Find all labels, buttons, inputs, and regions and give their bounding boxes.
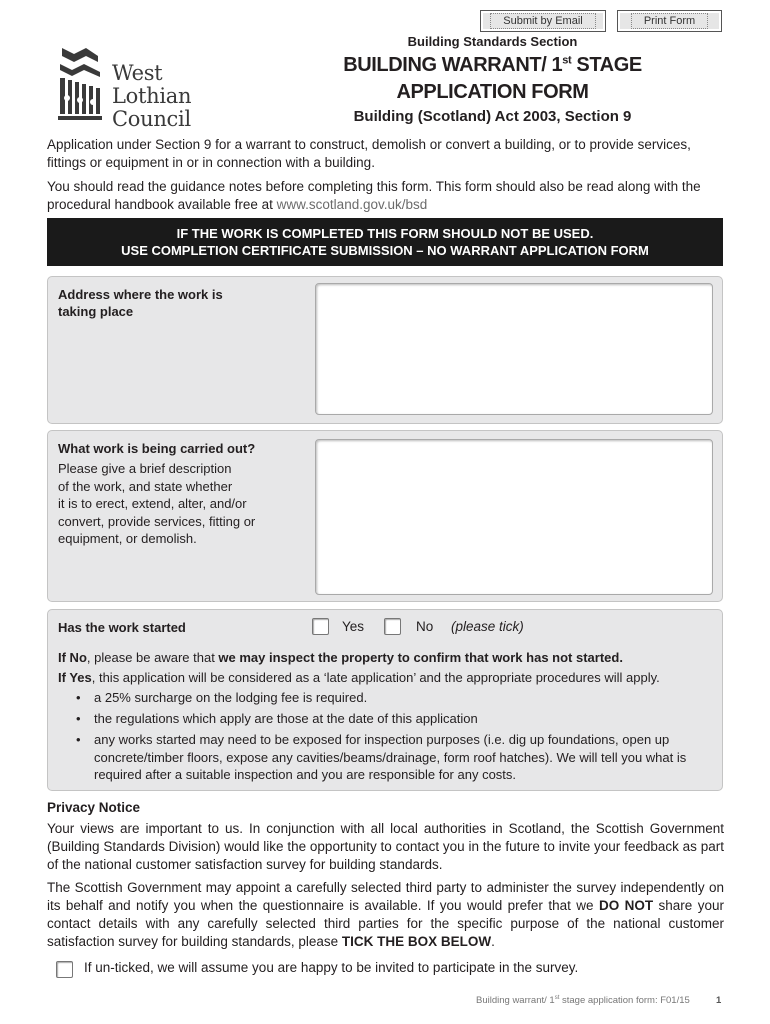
council-logo — [56, 44, 246, 131]
submit-by-email-button[interactable] — [480, 10, 606, 32]
print-form-label: Print Form — [631, 13, 708, 29]
castle-emblem-icon — [56, 44, 106, 122]
work-started-section — [47, 609, 723, 791]
print-form-button[interactable] — [617, 10, 722, 32]
banner-line1: IF THE WORK IS COMPLETED THIS FORM SHOULD NOT BE USED. — [176, 226, 594, 241]
no-checkbox[interactable] — [384, 618, 401, 635]
list-item: • a 25% surcharge on the lodging fee is required. — [76, 690, 368, 705]
work-description-section — [47, 430, 723, 602]
list-item: • any works started may need to be exposed for inspection purposes (i.e. dig up foundations, open up concrete/timber floors, expose any cavities/beams/drainage, form roof hatches). We will tell you what is required after a suitable inspection and you are responsible for any costs. — [76, 732, 687, 782]
work-label: What work is being carried out? — [58, 441, 256, 456]
yes-checkbox[interactable] — [312, 618, 329, 635]
address-label: Address where the work is taking place — [58, 287, 223, 319]
council-name-line1: West Lothian — [112, 61, 192, 108]
intro-paragraph-2: You should read the guidance notes before completing this form. This form should also be read along with the procedural handbook available free at www.scotland.gov.uk/bsd — [47, 179, 701, 212]
work-description-input[interactable] — [315, 439, 713, 595]
act-reference: Building (Scotland) Act 2003, Section 9 — [353, 108, 632, 125]
work-help-text: Please give a brief description of the work, and state whether it is to erect, extend, alter, and/or convert, provide services, fitting or equipment, or demolish. — [58, 461, 256, 546]
survey-opt-out-label: If un-ticked, we will assume you are happy to be invited to participate in the survey. — [84, 960, 579, 975]
form-title-line1: BUILDING WARRANT/ 1st STAGE — [343, 54, 642, 76]
if-yes-notice: If Yes, this application will be considered as a ‘late application’ and the appropriate procedures will apply. — [58, 670, 660, 685]
please-tick-note: (please tick) — [451, 619, 524, 634]
council-wordmark — [112, 62, 246, 131]
privacy-paragraph-1: Your views are important to us. In conjunction with all local authorities in Scotland, the Scottish Government (Building Standards Division) would like the opportunity to contact you in the future to invite your feedback as part of the national customer satisfaction survey for building standards. — [47, 821, 724, 872]
intro-paragraph-1: Application under Section 9 for a warrant to construct, demolish or convert a building, or to provide services, fittings or equipment in or in connection with a building. — [47, 137, 691, 170]
warning-banner — [47, 218, 723, 266]
address-input[interactable] — [315, 283, 713, 415]
if-no-notice: If No, please be aware that we may inspect the property to confirm that work has not started. — [58, 650, 623, 665]
list-item: • the regulations which apply are those at the date of this application — [76, 711, 478, 726]
guidance-link[interactable]: www.scotland.gov.uk/bsd — [276, 196, 428, 212]
address-section — [47, 276, 723, 424]
form-title-line2: APPLICATION FORM — [396, 81, 589, 103]
survey-opt-out-checkbox[interactable] — [56, 961, 73, 978]
yes-label: Yes — [342, 619, 365, 634]
council-name-line2: Council — [112, 107, 191, 131]
section-label: Building Standards Section — [407, 34, 578, 49]
banner-line2: USE COMPLETION CERTIFICATE SUBMISSION – NO WARRANT APPLICATION FORM — [121, 243, 649, 258]
privacy-paragraph-2: The Scottish Government may appoint a carefully selected third party to administer the survey independently on its behalf and notify you when the questionnaire is available. If you would prefer that we DO NOT share your contact details with any carefully selected third parties for the specific purpose of the national customer satisfaction survey for building standards, please TICK THE BOX BELOW. — [47, 880, 724, 949]
privacy-heading: Privacy Notice — [47, 800, 141, 815]
page-number: 1 — [716, 995, 722, 1006]
submit-by-email-label: Submit by Email — [490, 13, 595, 29]
footer-form-reference: Building warrant/ 1st stage application form: F01/15 — [476, 995, 690, 1007]
no-label: No — [416, 619, 434, 634]
work-started-label: Has the work started — [58, 620, 186, 635]
